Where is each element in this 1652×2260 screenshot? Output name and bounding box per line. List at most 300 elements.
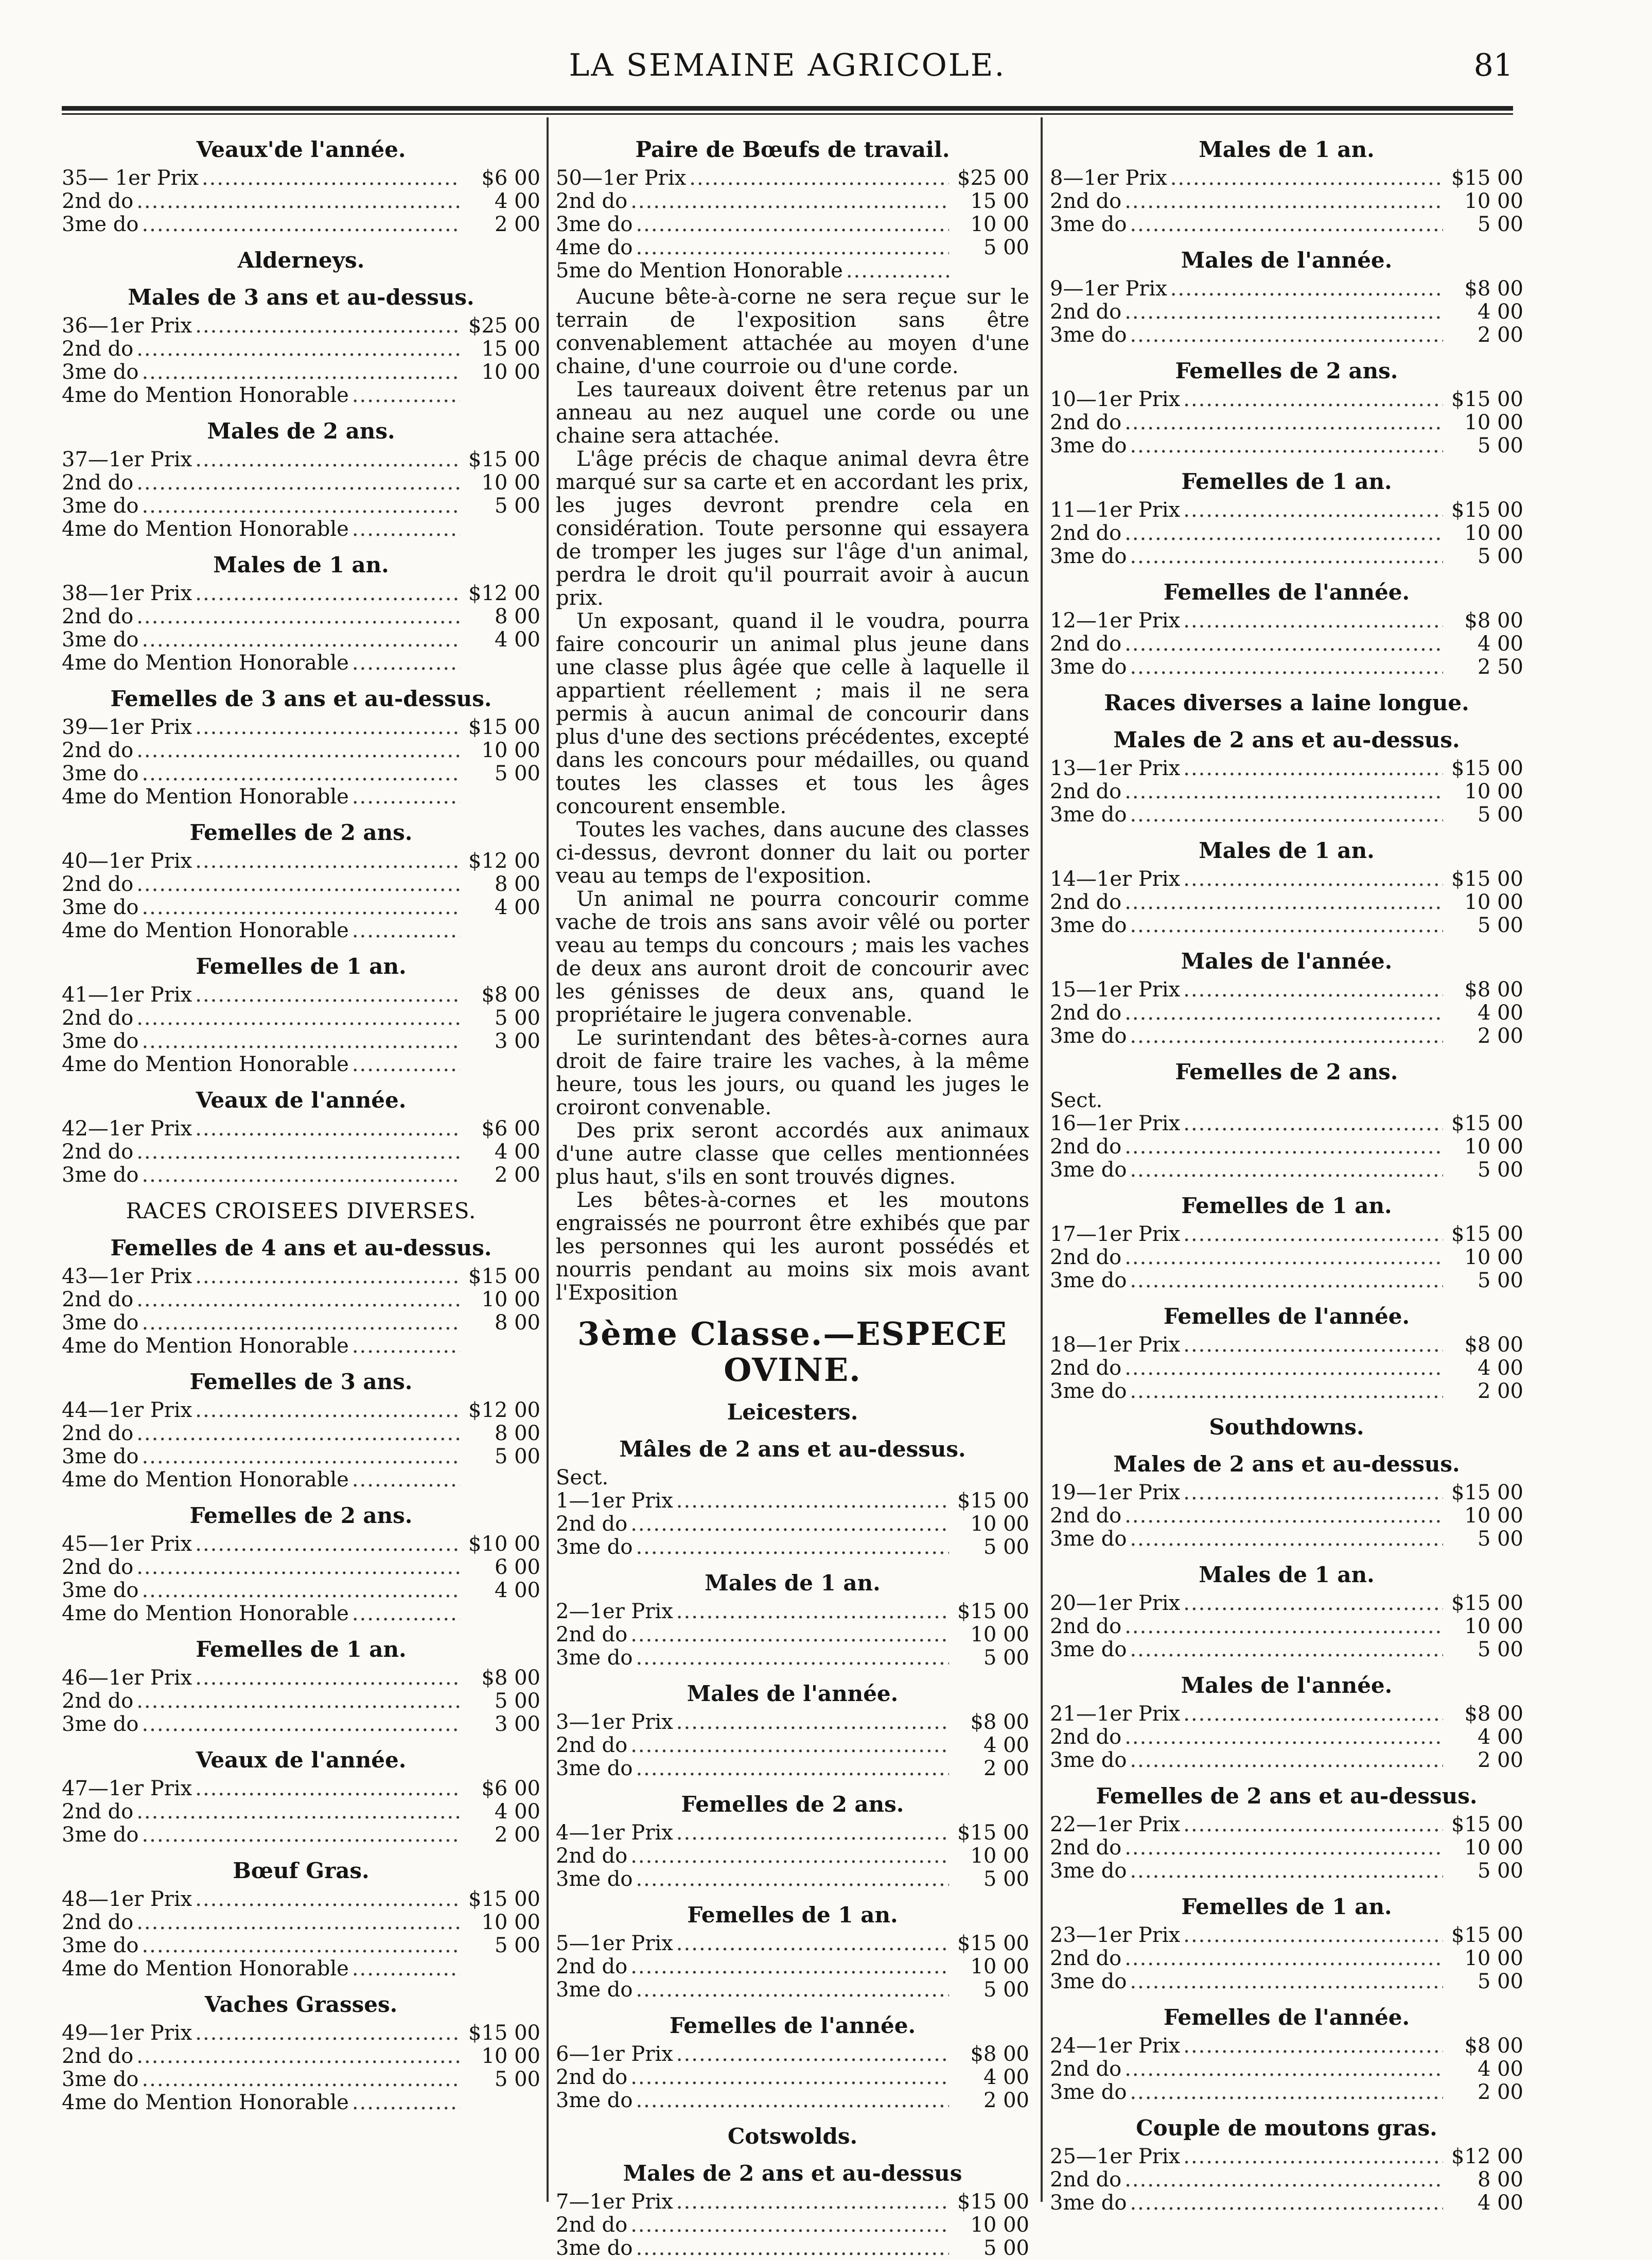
dot-leader: [1130, 1380, 1443, 1403]
dot-leader: [136, 1800, 460, 1824]
prize-section: [62, 1088, 540, 1187]
prize-amount: 10 00: [1464, 521, 1523, 545]
dot-leader: [195, 314, 460, 338]
prize-section: [1050, 1673, 1523, 1772]
prize-amount: 2 00: [983, 1757, 1029, 1780]
prize-label: 3me do: [556, 1867, 633, 1891]
dot-leader: [676, 1711, 949, 1734]
prize-label: 2nd do: [62, 1689, 134, 1713]
prize-section: [1050, 838, 1523, 937]
prize-row: [1050, 2168, 1523, 2192]
prize-row: [62, 739, 540, 762]
prize-row: [62, 873, 540, 896]
dot-leader: [1130, 324, 1443, 347]
prize-row: [1050, 1481, 1523, 1504]
prize-label: 3me do: [1050, 545, 1127, 568]
dot-leader: [636, 1757, 949, 1780]
dot-leader: [636, 1978, 949, 2002]
prize-amount: $15 00: [1451, 498, 1523, 522]
column-divider-right: [1041, 117, 1043, 2202]
prize-label: 2nd do: [1050, 1725, 1122, 1749]
prize-row: [1050, 868, 1523, 891]
prize-label: 3me do: [62, 1579, 139, 1602]
prize-row: [556, 2237, 1029, 2260]
column-left: [62, 126, 540, 2114]
prize-row: [556, 213, 1029, 236]
prize-label: 21—1er Prix: [1050, 1702, 1181, 1726]
dot-leader: [142, 1030, 460, 1053]
dot-leader: [1124, 891, 1443, 914]
prize-row: [1050, 2145, 1523, 2168]
prize-amount: 5 00: [494, 1006, 540, 1030]
prize-amount: 5 00: [1477, 1859, 1523, 1883]
prize-row: [62, 471, 540, 495]
prize-label: 3me do: [556, 1978, 633, 2002]
prize-amount: 5 00: [1477, 1269, 1523, 1292]
prize-amount: 5 00: [494, 1445, 540, 1468]
dot-leader: [1183, 1924, 1443, 1947]
prize-section: [62, 1198, 540, 1224]
section-heading: Couple de moutons gras.: [1136, 2115, 1437, 2141]
prize-amount: $8 00: [1464, 609, 1523, 633]
prize-amount: 2 00: [1477, 323, 1523, 347]
dot-leader: [136, 1007, 460, 1030]
prize-row: [1050, 1924, 1523, 1947]
prize-amount: 2 00: [494, 1163, 540, 1187]
section-heading: Races diverses a laine longue.: [1104, 690, 1469, 715]
prize-amount: 10 00: [481, 1288, 540, 1311]
prize-label: 2nd do: [62, 189, 134, 213]
prize-amount: 5 00: [1477, 213, 1523, 236]
prize-label: 4me do: [556, 236, 633, 259]
prize-label: 24—1er Prix: [1050, 2034, 1181, 2058]
prize-section: [1050, 1059, 1523, 1182]
prize-amount: 10 00: [1464, 780, 1523, 803]
prize-section: [62, 1992, 540, 2114]
prize-label: 2nd do: [1050, 1504, 1122, 1528]
prize-amount: $15 00: [1451, 388, 1523, 411]
prize-row: [1050, 411, 1523, 434]
dot-leader: [136, 1141, 460, 1164]
prize-row: [1050, 757, 1523, 780]
prize-amount: 6 00: [494, 1555, 540, 1579]
prize-section: [62, 1235, 540, 1358]
prize-amount: 5 00: [494, 1934, 540, 1957]
prize-row: [1050, 2081, 1523, 2104]
prize-amount: 3 00: [494, 1712, 540, 1736]
section-heading: Veaux de l'année.: [196, 1088, 407, 1113]
prize-row: [1050, 1357, 1523, 1380]
prize-row: [62, 605, 540, 628]
prize-amount: 10 00: [481, 739, 540, 762]
prize-section: [62, 954, 540, 1076]
prize-section: [62, 285, 540, 407]
prize-row: [1050, 1813, 1523, 1836]
prize-section: [556, 1399, 1029, 1425]
prize-row: [1050, 324, 1523, 347]
page-number: 81: [1473, 47, 1513, 83]
section-heading: Males de l'année.: [687, 1681, 899, 1706]
prize-row: [62, 1888, 540, 1911]
prize-row: [1050, 522, 1523, 545]
dot-leader: [202, 167, 460, 190]
prize-row: [1050, 803, 1523, 827]
prize-section: [1050, 248, 1523, 347]
prize-row: [556, 1932, 1029, 1955]
prize-amount: 4 00: [1477, 1001, 1523, 1025]
prize-row: [1050, 1703, 1523, 1726]
prize-section: [1050, 690, 1523, 716]
prize-label: 45—1er Prix: [62, 1532, 192, 1556]
dot-leader: [1124, 301, 1443, 324]
section-heading: Males de 1 an.: [1199, 838, 1375, 863]
prize-row: [62, 518, 540, 541]
prize-label: 4me do Mention Honorable: [62, 651, 349, 675]
prize-label: 2nd do: [556, 1623, 628, 1646]
dot-leader: [1130, 656, 1443, 679]
prize-row: [1050, 1726, 1523, 1749]
prize-amount: 8 00: [494, 605, 540, 628]
regulation-paragraph: Des prix seront accordés aux animaux d'une autre classe que celles mentionnées plus haut, s'ils en sont trouvés dignes.: [556, 1119, 1029, 1189]
prize-label: 44—1er Prix: [62, 1398, 192, 1422]
prize-amount: $25 00: [468, 314, 540, 338]
prize-label: 46—1er Prix: [62, 1666, 192, 1690]
prize-row: [1050, 213, 1523, 236]
dot-leader: [142, 213, 460, 236]
section-heading: Femelles de 1 an.: [687, 1902, 898, 1928]
section-heading: Southdowns.: [1209, 1414, 1364, 1440]
dot-leader: [630, 1955, 949, 1978]
prize-row: [62, 1468, 540, 1492]
dot-leader: [1183, 1112, 1443, 1135]
prize-row: [62, 896, 540, 919]
prize-section: [556, 137, 1029, 283]
prize-label: 3me do: [62, 1445, 139, 1468]
prize-label: 42—1er Prix: [62, 1117, 192, 1141]
prize-row: [1050, 1025, 1523, 1048]
section-heading: Leicesters.: [727, 1399, 858, 1425]
prize-amount: $15 00: [957, 1932, 1029, 1955]
prize-label: 3me do: [1050, 1024, 1127, 1048]
column-divider-left: [547, 117, 549, 2202]
dot-leader: [142, 628, 460, 652]
prize-row: [1050, 2192, 1523, 2215]
dot-leader: [1130, 213, 1443, 236]
dot-leader: [1183, 388, 1443, 411]
prize-amount: $8 00: [970, 1710, 1029, 1734]
prize-row: [1050, 1970, 1523, 1993]
prize-label: 43—1er Prix: [62, 1265, 192, 1288]
prize-amount: 4 00: [1477, 632, 1523, 656]
prize-row: [62, 1422, 540, 1445]
section-heading: Femelles de 1 an.: [196, 954, 407, 979]
dot-leader: [195, 1117, 460, 1141]
prize-label: 3me do: [62, 628, 139, 652]
prize-label: 4me do Mention Honorable: [62, 919, 349, 942]
dot-leader: [1130, 545, 1443, 568]
dot-leader: [636, 2237, 949, 2260]
prize-amount: $15 00: [468, 1265, 540, 1288]
prize-label: 2nd do: [556, 2213, 628, 2237]
dot-leader: [136, 471, 460, 495]
prize-label: 35— 1er Prix: [62, 166, 199, 190]
prize-section: [556, 1570, 1029, 1670]
dot-leader: [1130, 1749, 1443, 1772]
section-heading: Veaux'de l'année.: [196, 137, 406, 162]
prize-amount: $6 00: [481, 1117, 540, 1141]
prize-row: [1050, 190, 1523, 213]
prize-label: 4me do Mention Honorable: [62, 1957, 349, 1981]
prize-row: [62, 984, 540, 1007]
prize-row: [556, 1845, 1029, 1868]
section-heading: Femelles de 1 an.: [1181, 1894, 1392, 1919]
dot-leader: [142, 762, 460, 785]
prize-row: [1050, 1112, 1523, 1135]
prize-section: [556, 1792, 1029, 1891]
dot-leader: [1183, 609, 1443, 633]
class-title: 3ème Classe.—ESPECE OVINE.: [577, 1315, 1008, 1389]
prize-amount: 5 00: [1477, 803, 1523, 827]
prize-row: [1050, 1836, 1523, 1860]
prize-row: [1050, 167, 1523, 190]
prize-row: [1050, 1615, 1523, 1638]
prize-label: 11—1er Prix: [1050, 498, 1181, 522]
section-heading: Males de 1 an.: [1199, 1562, 1375, 1587]
prize-label: 41—1er Prix: [62, 983, 192, 1007]
prize-label: 3me do: [1050, 914, 1127, 937]
prize-amount: 4 00: [1477, 2191, 1523, 2215]
page-header: [62, 47, 1513, 99]
section-heading: Males de 2 ans et au-dessus: [623, 2161, 962, 2186]
dot-leader: [352, 384, 460, 407]
prize-row: [1050, 277, 1523, 301]
prize-row: [1050, 1002, 1523, 1025]
dot-leader: [195, 582, 460, 605]
section-heading: Femelles de 2 ans.: [1175, 358, 1398, 383]
section-heading: Femelles de 1 an.: [1181, 469, 1392, 494]
dot-leader: [1183, 2145, 1443, 2168]
prize-row: [62, 652, 540, 675]
prize-row: [556, 1821, 1029, 1845]
prize-row: [62, 716, 540, 739]
prize-row: [556, 1600, 1029, 1623]
prize-amount: 10 00: [1464, 1504, 1523, 1528]
dot-leader: [1130, 1269, 1443, 1292]
dot-leader: [195, 1888, 460, 1911]
prize-amount: 2 00: [1477, 2080, 1523, 2104]
prize-row: [1050, 609, 1523, 633]
prize-amount: 10 00: [970, 1512, 1029, 1536]
section-heading: Vaches Grasses.: [204, 1992, 398, 2017]
dot-leader: [630, 2214, 949, 2237]
prize-row: [1050, 499, 1523, 522]
prize-row: [556, 1757, 1029, 1780]
dot-leader: [195, 716, 460, 739]
prize-row: [62, 1164, 540, 1187]
dot-leader: [1124, 1504, 1443, 1528]
dot-leader: [195, 1667, 460, 1690]
section-heading: Bœuf Gras.: [233, 1858, 370, 1883]
section-heading: Veaux de l'année.: [196, 1747, 407, 1773]
prize-label: 2nd do: [1050, 300, 1122, 324]
section-heading: Femelles de l'année.: [1163, 1304, 1410, 1329]
prize-label: 2nd do: [1050, 1135, 1122, 1159]
prize-label: 3me do: [1050, 434, 1127, 458]
prize-row: [62, 2022, 540, 2045]
prize-amount: 8 00: [494, 1311, 540, 1335]
section-heading: Femelles de 2 ans.: [189, 820, 413, 845]
section-heading: Femelles de 2 ans.: [189, 1503, 413, 1528]
dot-leader: [1183, 1334, 1443, 1357]
dot-leader: [136, 1556, 460, 1579]
regulation-paragraph: Le surintendant des bêtes-à-cornes aura droit de faire traire les vaches, à la même heure, tous les jours, ou quand les juges le croiront convenable.: [556, 1026, 1029, 1119]
dot-leader: [1130, 1970, 1443, 1993]
prize-label: 2nd do: [1050, 189, 1122, 213]
dot-leader: [636, 213, 949, 236]
prize-amount: $8 00: [1464, 978, 1523, 1002]
prize-label: 2nd do: [556, 1733, 628, 1757]
dot-leader: [1130, 803, 1443, 827]
prize-row: [556, 1734, 1029, 1757]
prize-label: 2—1er Prix: [556, 1600, 673, 1623]
prize-row: [62, 582, 540, 605]
prize-amount: 5 00: [1477, 914, 1523, 937]
prize-row: [556, 1868, 1029, 1891]
prize-amount: $15 00: [957, 1489, 1029, 1513]
prize-amount: 3 00: [494, 1029, 540, 1053]
dot-leader: [352, 518, 460, 541]
prize-label: 17—1er Prix: [1050, 1222, 1181, 1246]
section-heading: Femelles de 3 ans.: [189, 1369, 413, 1394]
prize-label: 2nd do: [556, 189, 628, 213]
prize-label: 2nd do: [1050, 1356, 1122, 1380]
prize-amount: 2 00: [1477, 1379, 1523, 1403]
prize-section: [556, 1436, 1029, 1559]
dot-leader: [352, 1053, 460, 1076]
prize-label: 2nd do: [62, 1140, 134, 1164]
prize-row: [62, 495, 540, 518]
prize-label: 2nd do: [1050, 1947, 1122, 1970]
dot-leader: [636, 1868, 949, 1891]
prize-amount: $6 00: [481, 166, 540, 190]
prize-amount: $15 00: [1451, 1112, 1523, 1135]
prize-row: [1050, 1269, 1523, 1292]
prize-label: 2nd do: [62, 739, 134, 762]
prize-amount: $15 00: [1451, 1923, 1523, 1947]
prize-label: 3me do: [1050, 1527, 1127, 1551]
dot-leader: [195, 2022, 460, 2045]
prize-amount: 5 00: [494, 1689, 540, 1713]
prize-amount: 5 00: [1477, 545, 1523, 568]
section-heading: Males de l'année.: [1181, 248, 1393, 273]
prize-row: [1050, 388, 1523, 411]
dot-leader: [1183, 868, 1443, 891]
dot-leader: [1130, 434, 1443, 458]
dot-leader: [195, 1777, 460, 1800]
section-heading: Femelles de 1 an.: [1181, 1193, 1392, 1218]
prize-row: [1050, 434, 1523, 458]
prize-row: [62, 2091, 540, 2114]
dot-leader: [136, 190, 460, 213]
prize-label: 4me do Mention Honorable: [62, 1468, 349, 1492]
prize-label: 39—1er Prix: [62, 715, 192, 739]
regulation-paragraph: Un animal ne pourra concourir comme vache de trois ans sans avoir vêlé ou porter veau au temps du concours ; mais les vaches de deux ans auront droit de concourir avec les génisses de deux ans, quand le propriétaire le jugera convenable.: [556, 887, 1029, 1027]
prize-amount: $15 00: [1451, 757, 1523, 780]
prize-row: [1050, 891, 1523, 914]
dot-leader: [676, 1932, 949, 1955]
header-rule-thin: [62, 113, 1513, 115]
prize-label: 12—1er Prix: [1050, 609, 1181, 633]
dot-leader: [630, 1845, 949, 1868]
prize-amount: 2 00: [983, 2089, 1029, 2112]
column-middle: [556, 126, 1029, 2260]
prize-label: 2nd do: [1050, 780, 1122, 803]
prize-amount: $15 00: [468, 1887, 540, 1911]
dot-leader: [1124, 411, 1443, 434]
prize-row: [62, 2045, 540, 2068]
section-heading: Femelles de 2 ans et au-dessus.: [1096, 1783, 1478, 1809]
dot-leader: [1124, 1615, 1443, 1638]
prize-row: [62, 1957, 540, 1981]
dot-leader: [136, 338, 460, 361]
prize-section: [1050, 1414, 1523, 1440]
prize-amount: 2 00: [494, 213, 540, 236]
prize-row: [62, 1053, 540, 1076]
section-heading: Males de 3 ans et au-dessus.: [128, 285, 474, 310]
dot-leader: [142, 2068, 460, 2091]
prize-label: 3me do: [1050, 1379, 1127, 1403]
prize-row: [62, 1777, 540, 1800]
dot-leader: [630, 1734, 949, 1757]
prize-row: [62, 1934, 540, 1957]
prize-row: [62, 762, 540, 785]
prize-amount: 10 00: [1464, 189, 1523, 213]
prize-label: 3me do: [62, 2068, 139, 2091]
prize-label: 3me do: [1050, 323, 1127, 347]
prize-amount: 4 00: [494, 1579, 540, 1602]
prize-label: 2nd do: [62, 1006, 134, 1030]
dot-leader: [1130, 1025, 1443, 1048]
dot-leader: [1130, 1860, 1443, 1883]
prize-row: [62, 1667, 540, 1690]
prize-row: [556, 1513, 1029, 1536]
section-heading: Femelles de 1 an.: [196, 1637, 407, 1662]
dot-leader: [142, 1579, 460, 1602]
prize-amount: 5 00: [494, 2068, 540, 2091]
regulation-paragraph: Les taureaux doivent être retenus par un anneau au nez auquel une corde ou une chaine sera attachée.: [556, 378, 1029, 448]
prize-amount: 10 00: [1464, 1947, 1523, 1970]
prize-section: [1050, 137, 1523, 236]
prize-amount: 10 00: [1464, 1836, 1523, 1860]
prize-row: [62, 1556, 540, 1579]
prize-amount: $6 00: [481, 1777, 540, 1800]
prize-amount: 15 00: [970, 189, 1029, 213]
prize-row: [62, 448, 540, 471]
dot-leader: [195, 448, 460, 471]
prize-row: [1050, 1860, 1523, 1883]
dot-leader: [689, 167, 949, 190]
dot-leader: [195, 984, 460, 1007]
prize-amount: $12 00: [468, 1398, 540, 1422]
prize-label: 4me do Mention Honorable: [62, 517, 349, 541]
prize-label: 4me do Mention Honorable: [62, 1053, 349, 1076]
prize-row: [556, 2043, 1029, 2066]
prize-amount: 10 00: [481, 1911, 540, 1934]
prize-amount: 10 00: [970, 2213, 1029, 2237]
prize-label: 3me do: [1050, 1158, 1127, 1182]
prize-label: 2nd do: [62, 1288, 134, 1311]
prize-amount: $15 00: [957, 1821, 1029, 1845]
